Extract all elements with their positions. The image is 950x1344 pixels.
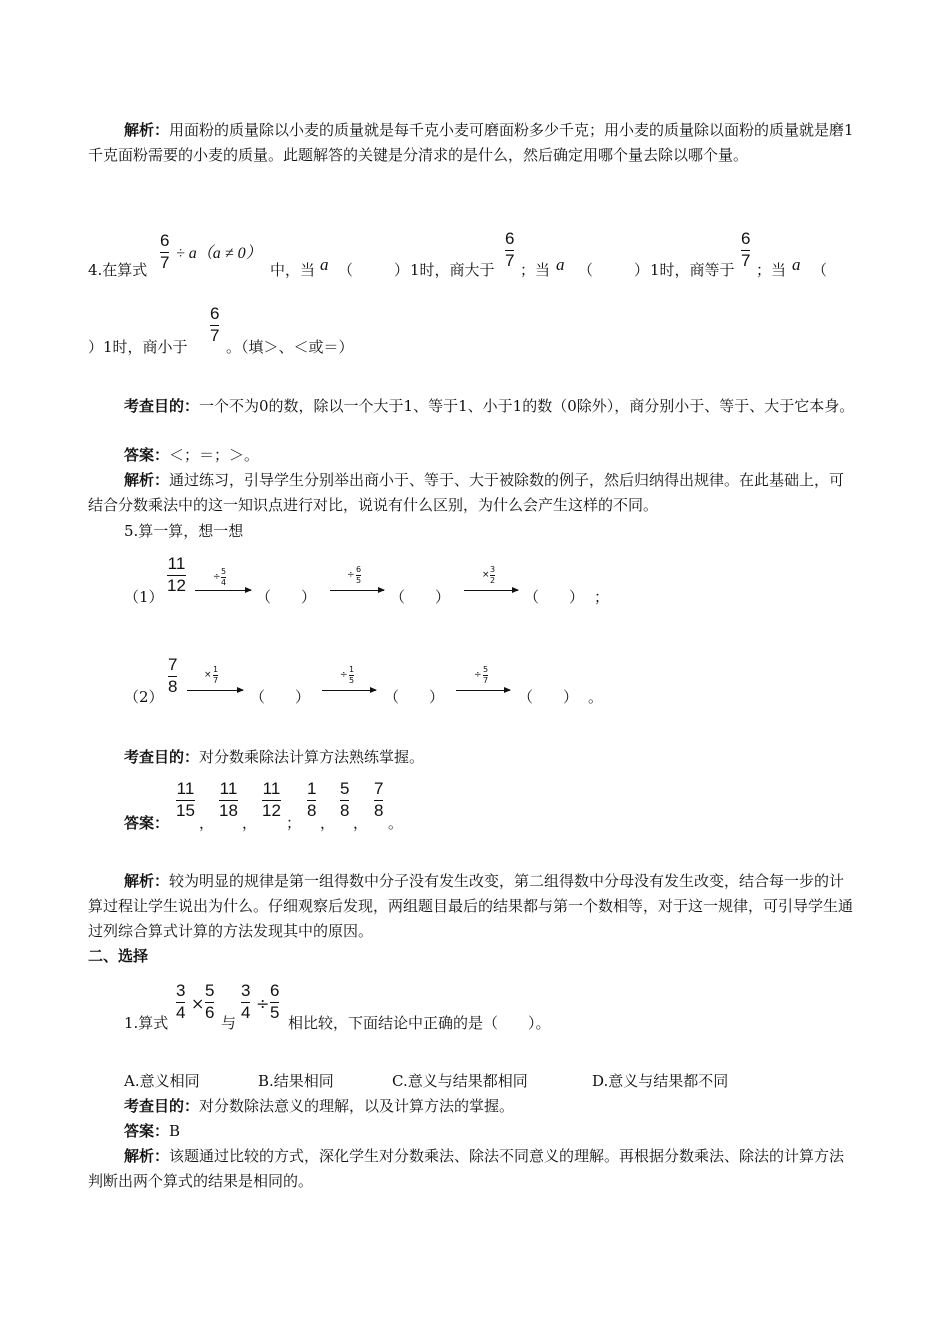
row-2-arrow-2 [322, 690, 376, 691]
q4-tail: 。（填＞、＜或＝） [226, 338, 354, 356]
answer-fraction-4: 1 8 [307, 779, 317, 820]
analysis-paragraph-1 [88, 118, 858, 168]
answer-label: 答案： [124, 446, 170, 464]
row-1-arrow-1 [195, 590, 251, 591]
analysis-label: 解析： [124, 121, 170, 139]
row-1-op-2: ÷ [347, 570, 355, 580]
q4-purpose [88, 394, 858, 419]
q4-blank-open-1: （ [338, 261, 354, 279]
q4-var-3: a [792, 255, 801, 274]
row-2-end: 。 [588, 688, 604, 706]
q4-blank-close-2: ） [634, 261, 650, 279]
answer-sep-3: ； [286, 814, 302, 832]
q4-text-3: ）1时，商小于 [88, 338, 188, 356]
q4-answer [88, 443, 858, 468]
purpose-label: 考查目的： [124, 1097, 200, 1115]
section-title: 二、选择 [88, 947, 149, 965]
q5-title: 5.算一算，想一想 [124, 522, 244, 540]
row-2-op-1-fraction: 1 7 [213, 665, 219, 685]
analysis-text: 较为明显的规律是第一组得数中分子没有发生改变，第二组得数中分母没有发生改变，结合每一步的计算过程让学生说出为什么。仔细观察后发现，两组题目最后的结果都与第一个数相等，对于这一规律，可引导学生通过列综合算式计算的方法发现其中的原因。 [88, 872, 854, 940]
q4-analysis [88, 468, 858, 518]
c1-expr1-a: 3 4 [176, 981, 186, 1022]
row-1-blank-1: （ ） [256, 588, 317, 606]
row-1-blank-3: （ ） [524, 588, 585, 606]
analysis-label: 解析： [124, 471, 170, 489]
option-c: C.意义与结果都相同 [392, 1072, 528, 1090]
q4-fraction-4: 6 7 [210, 304, 220, 345]
purpose-label: 考查目的： [124, 397, 200, 415]
row-2-start-fraction: 7 8 [168, 655, 178, 696]
option-d: D.意义与结果都不同 [592, 1072, 729, 1090]
answer-text: ＜；＝；＞。 [169, 446, 260, 464]
answer-sep-4: ， [320, 814, 336, 832]
row-1-op-2-fraction: 6 5 [356, 565, 362, 585]
q4-var-1: a [320, 255, 329, 274]
c1-purpose [88, 1094, 858, 1119]
row-1-end: ； [594, 588, 610, 606]
answer-fraction-5: 5 8 [340, 779, 350, 820]
row-2-op-3-fraction: 5 7 [483, 665, 489, 685]
row-2-blank-2: （ ） [384, 688, 445, 706]
answer-sep-5: ， [353, 814, 369, 832]
c1-expr2-b: 6 5 [270, 981, 280, 1022]
row-2-op-2: ÷ [340, 670, 348, 680]
c1-prefix: 1.算式 [124, 1014, 169, 1032]
analysis-label: 解析： [124, 872, 170, 890]
answer-fraction-3: 11 12 [262, 779, 281, 820]
row-2-arrow-3 [456, 690, 510, 691]
row-1-start-fraction: 11 12 [167, 554, 186, 595]
answer-fraction-1: 11 15 [176, 779, 195, 820]
q4-prefix: 4.在算式 [88, 261, 148, 279]
q4-blank-close-1: ） [394, 261, 410, 279]
row-1-op-1: ÷ [213, 572, 221, 582]
q4-fraction-3: 6 7 [741, 229, 751, 270]
purpose-text: 一个不为0的数，除以一个大于1、等于1、小于1的数（0除外），商分别小于、等于、大于它本身。 [199, 397, 855, 415]
q4-fraction: 6 7 [160, 231, 170, 272]
c1-conj: 与 [221, 1014, 237, 1032]
c1-expr2-a: 3 4 [241, 981, 251, 1022]
row-2-op-3: ÷ [474, 670, 482, 680]
analysis-label: 解析： [124, 1147, 170, 1165]
option-b: B.结果相同 [258, 1072, 334, 1090]
analysis-text: 该题通过比较的方式，深化学生对分数乘法、除法不同意义的理解。再根据分数乘法、除法的计算方法判断出两个算式的结果是相同的。 [88, 1147, 845, 1190]
row-2-blank-3: （ ） [518, 688, 579, 706]
q4-text-2: 1时，商等于 [650, 261, 735, 279]
answer-sep-1: ， [199, 814, 215, 832]
answer-sep-2: ， [242, 814, 258, 832]
q5-purpose [88, 745, 858, 770]
q4-text-1: 1时，商大于 [410, 261, 495, 279]
purpose-text: 对分数除法意义的理解，以及计算方法的掌握。 [199, 1097, 515, 1115]
answer-sep-6: 。 [388, 814, 404, 832]
row-1-label: （1） [124, 588, 164, 606]
answer-label: 答案： [124, 1122, 170, 1140]
row-2-op-2-fraction: 1 5 [349, 665, 355, 685]
q4-var-2: a [556, 255, 565, 274]
c1-expr1-b: 5 6 [205, 981, 215, 1022]
row-1-op-3: × [482, 570, 490, 580]
q4-sep-2: ；当 [756, 261, 787, 279]
c1-expr1-op: × [191, 994, 205, 1013]
row-1-arrow-3 [464, 590, 518, 591]
c1-answer [88, 1119, 858, 1144]
row-2-op-1: × [204, 670, 212, 680]
row-1-arrow-2 [330, 590, 384, 591]
row-1-blank-2: （ ） [390, 588, 451, 606]
row-2-label: （2） [124, 688, 164, 706]
purpose-label: 考查目的： [124, 748, 200, 766]
row-1-op-3-fraction: 3 2 [490, 565, 496, 585]
q4-blank-open-3: （ [812, 261, 828, 279]
answer-text: B [169, 1122, 181, 1140]
row-2-blank-1: （ ） [250, 688, 311, 706]
analysis-text: 用面粉的质量除以小麦的质量就是每千克小麦可磨面粉多少千克；用小麦的质量除以面粉的质量就是磨1千克面粉需要的小麦的质量。此题解答的关键是分清求的是什么，然后确定用哪个量去除以哪个量。 [88, 121, 854, 164]
q4-sep-1: ；当 [520, 261, 551, 279]
purpose-text: 对分数乘除法计算方法熟练掌握。 [199, 748, 425, 766]
c1-suffix: 相比较，下面结论中正确的是（ ）。 [288, 1014, 551, 1032]
answer-label: 答案： [124, 814, 170, 832]
answer-fraction-6: 7 8 [374, 779, 384, 820]
analysis-text: 通过练习，引导学生分别举出商小于、等于、大于被除数的例子，然后归纳得出规律。在此基础上，可结合分数乘法中的这一知识点进行对比，说说有什么区别，为什么会产生这样的不同。 [88, 471, 845, 514]
q4-blank-open-2: （ [578, 261, 594, 279]
c1-expr2-op: ÷ [256, 994, 270, 1013]
c1-analysis [88, 1144, 858, 1194]
option-a: A.意义相同 [124, 1072, 200, 1090]
row-1-op-1-fraction: 5 4 [221, 567, 227, 587]
q5-analysis [88, 869, 858, 944]
q4-expression: ÷ a（a ≠ 0） [176, 245, 262, 262]
answer-fraction-2: 11 18 [219, 779, 238, 820]
q4-middle: 中，当 [270, 261, 316, 279]
row-2-arrow-1 [187, 690, 243, 691]
q4-fraction-2: 6 7 [505, 229, 515, 270]
